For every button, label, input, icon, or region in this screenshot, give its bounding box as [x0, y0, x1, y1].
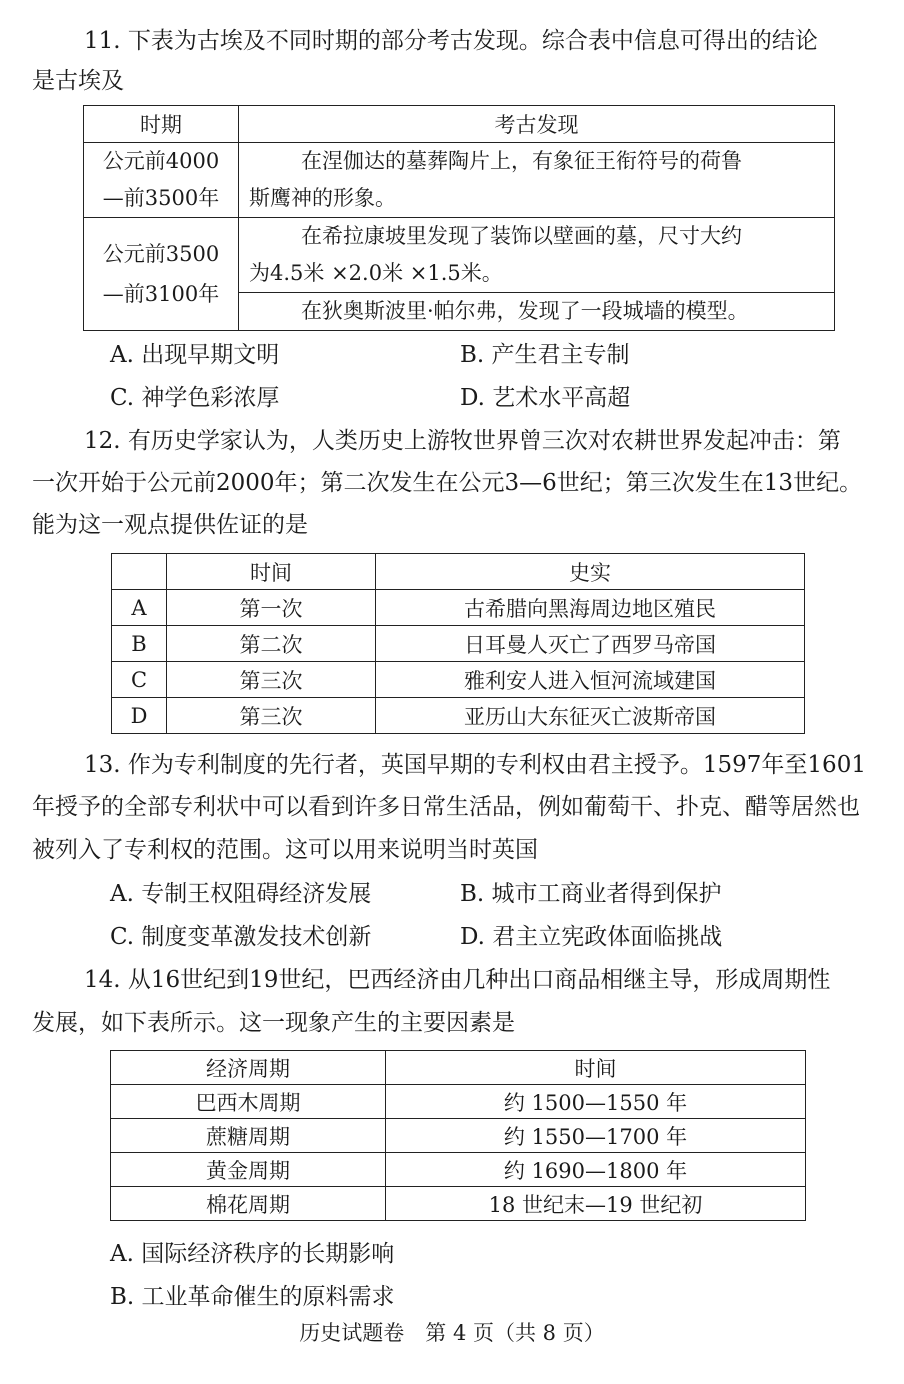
q12-row-a-time: 第一次 — [167, 590, 376, 626]
q11-row1-finding — [239, 143, 835, 218]
q13-option-d[interactable]: D. 君主立宪政体面临挑战 — [460, 924, 723, 950]
q12-row-b-time: 第二次 — [167, 626, 376, 662]
q14-row3-cycle: 黄金周期 — [111, 1153, 386, 1187]
q12-header-time: 时间 — [167, 554, 376, 590]
q14-option-a[interactable]: A. 国际经济秩序的长期影响 — [110, 1241, 395, 1267]
q11-row1-finding-line2: 斯鹰神的形象。 — [249, 186, 396, 210]
q14-row — [111, 1187, 806, 1221]
q11-option-a[interactable]: A. 出现早期文明 — [110, 342, 280, 368]
q12-row-c-option: C — [112, 662, 167, 698]
q12-table — [111, 553, 805, 734]
q11-row1-period-line1: 公元前4000 — [102, 149, 220, 173]
q14-table — [110, 1050, 806, 1221]
q13-stem-line1: 13. 作为专利制度的先行者，英国早期的专利权由君主授予。1597年至1601 — [84, 752, 866, 778]
q14-option-b[interactable]: B. 工业革命催生的原料需求 — [110, 1284, 395, 1310]
q12-row-a[interactable] — [112, 590, 805, 626]
q11-header-period: 时期 — [84, 106, 239, 143]
q13-option-b[interactable]: B. 城市工商业者得到保护 — [460, 881, 722, 907]
q11-row2-finding-b-text: 在狄奥斯波里·帕尔弗，发现了一段城墙的模型。 — [301, 299, 749, 323]
q11-row1-period-line2: —前3500年 — [102, 186, 220, 210]
q12-row-c-time: 第三次 — [167, 662, 376, 698]
q13-option-c[interactable]: C. 制度变革激发技术创新 — [110, 924, 372, 950]
q12-stem-line3: 能为这一观点提供佐证的是 — [32, 512, 308, 538]
q11-row2-period-line2: —前3100年 — [102, 282, 220, 306]
q14-row4-time: 18 世纪末—19 世纪初 — [386, 1187, 806, 1221]
q14-row — [111, 1085, 806, 1119]
q11-row2-finding-a — [239, 218, 835, 293]
page-footer: 历史试题卷 第 4 页（共 8 页） — [299, 1321, 605, 1345]
q11-row2-period — [84, 218, 239, 331]
q11-row1-finding-line1: 在涅伽达的墓葬陶片上，有象征王衔符号的荷鲁 — [301, 149, 742, 173]
q12-row-a-option: A — [112, 590, 167, 626]
q11-option-b[interactable]: B. 产生君主专制 — [460, 342, 630, 368]
q14-row2-time: 约 1550—1700 年 — [386, 1119, 806, 1153]
q11-row2-finding-a-line2: 为4.5米 ×2.0米 ×1.5米。 — [249, 261, 503, 285]
q12-stem-line1: 12. 有历史学家认为，人类历史上游牧世界曾三次对农耕世界发起冲击：第 — [84, 428, 841, 454]
q12-row-d-fact: 亚历山大东征灭亡波斯帝国 — [376, 698, 805, 734]
q12-row-a-fact: 古希腊向黑海周边地区殖民 — [376, 590, 805, 626]
q14-header-cycle: 经济周期 — [111, 1051, 386, 1085]
q14-row — [111, 1119, 806, 1153]
q11-stem-line2: 是古埃及 — [32, 68, 124, 94]
q14-header-time: 时间 — [386, 1051, 806, 1085]
q14-row1-cycle: 巴西木周期 — [111, 1085, 386, 1119]
q11-table — [83, 105, 835, 331]
q12-stem-line2: 一次开始于公元前2000年；第二次发生在公元3—6世纪；第三次发生在13世纪。 — [32, 470, 863, 496]
q11-stem-line1: 11. 下表为古埃及不同时期的部分考古发现。综合表中信息可得出的结论 — [84, 28, 818, 54]
q11-option-d[interactable]: D. 艺术水平高超 — [460, 385, 631, 411]
q11-row2-period-line1: 公元前3500 — [102, 242, 220, 266]
q14-row4-cycle: 棉花周期 — [111, 1187, 386, 1221]
q12-row-d[interactable] — [112, 698, 805, 734]
q14-row — [111, 1153, 806, 1187]
q14-row3-time: 约 1690—1800 年 — [386, 1153, 806, 1187]
q11-row1-period — [84, 143, 239, 218]
q12-row-d-time: 第三次 — [167, 698, 376, 734]
q11-header-finding: 考古发现 — [239, 106, 835, 143]
q14-stem-line2: 发展，如下表所示。这一现象产生的主要因素是 — [32, 1010, 515, 1036]
q11-option-c[interactable]: C. 神学色彩浓厚 — [110, 385, 280, 411]
q14-row1-time: 约 1500—1550 年 — [386, 1085, 806, 1119]
q12-row-b-fact: 日耳曼人灭亡了西罗马帝国 — [376, 626, 805, 662]
q13-stem-line2: 年授予的全部专利状中可以看到许多日常生活品，例如葡萄干、扑克、醋等居然也 — [32, 794, 860, 820]
q12-row-b-option: B — [112, 626, 167, 662]
q12-header-option — [112, 554, 167, 590]
q12-row-c-fact: 雅利安人进入恒河流域建国 — [376, 662, 805, 698]
q14-row2-cycle: 蔗糖周期 — [111, 1119, 386, 1153]
q13-stem-line3: 被列入了专利权的范围。这可以用来说明当时英国 — [32, 837, 538, 863]
q14-stem-line1: 14. 从16世纪到19世纪，巴西经济由几种出口商品相继主导，形成周期性 — [84, 967, 831, 993]
q12-row-c[interactable] — [112, 662, 805, 698]
q12-row-b[interactable] — [112, 626, 805, 662]
q11-row2-finding-a-line1: 在希拉康坡里发现了装饰以壁画的墓，尺寸大约 — [301, 224, 742, 248]
q13-option-a[interactable]: A. 专制王权阻碍经济发展 — [110, 881, 372, 907]
q11-row2-finding-b — [239, 293, 835, 331]
q12-row-d-option: D — [112, 698, 167, 734]
q12-header-fact: 史实 — [376, 554, 805, 590]
